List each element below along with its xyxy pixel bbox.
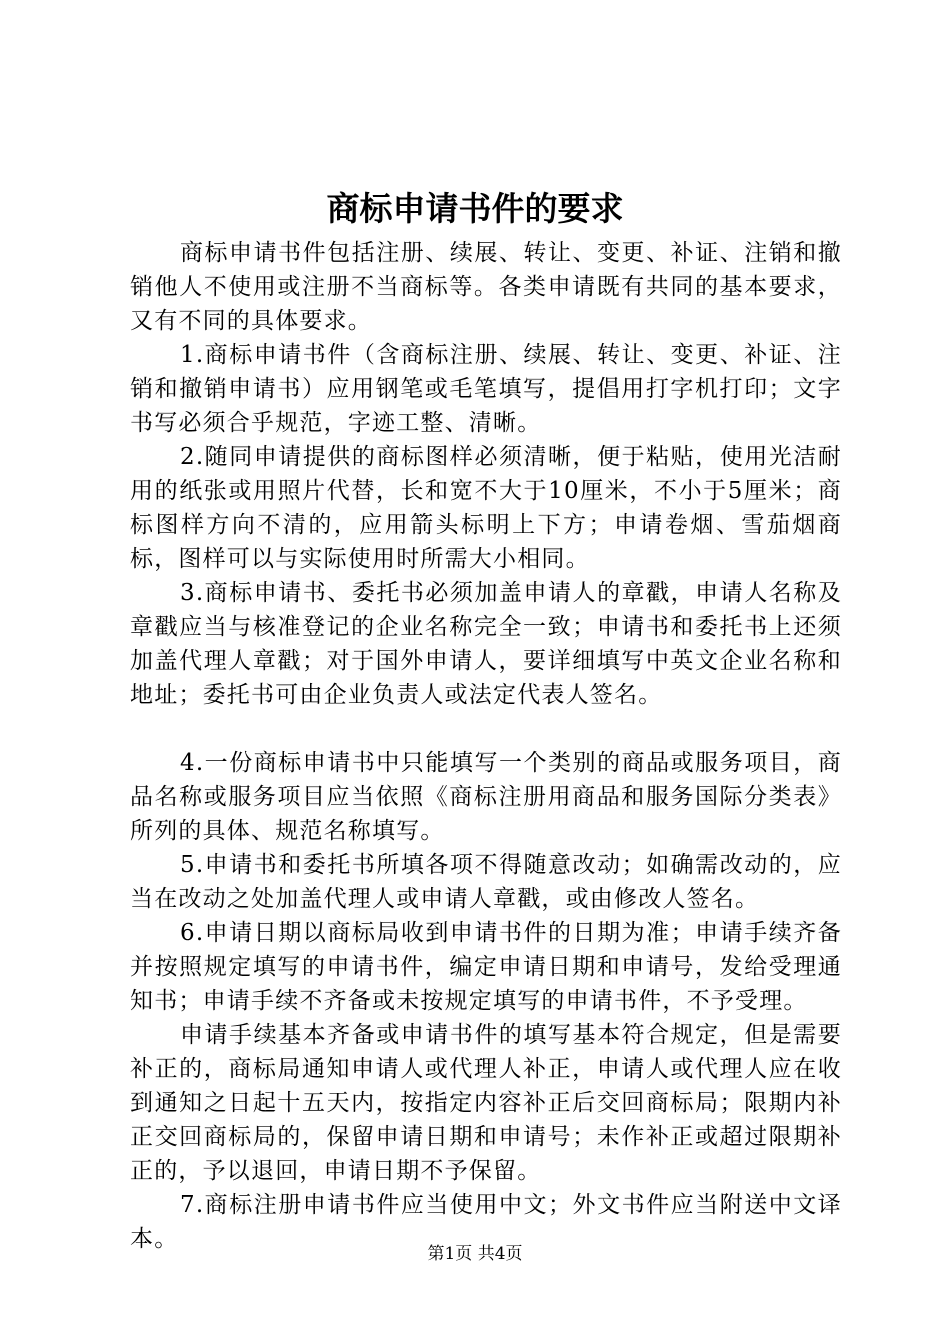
document-title: 商标申请书件的要求 <box>326 189 624 228</box>
paragraph-item-1: 1.商标申请书件（含商标注册、续展、转让、变更、补证、注销和撤销申请书）应用钢笔或毛笔填写，提倡用打字机打印；文字书写必须合乎规范，字迹工整、清晰。 <box>130 342 842 436</box>
paragraph-item-2: 2.随同申请提供的商标图样必须清晰，便于粘贴，使用光洁耐用的纸张或用照片代替，长和宽不大于10厘米，不小于5厘米；商标图样方向不清的，应用箭头标明上下方；申请卷烟、雪茄烟商标，图样可以与实际使用时所需大小相同。 <box>130 444 842 572</box>
document-body <box>130 236 842 1256</box>
paragraph-item-3: 3.商标申请书、委托书必须加盖申请人的章戳，申请人名称及章戳应当与核准登记的企业名称完全一致；申请书和委托书上还须加盖代理人章戳；对于国外申请人，要详细填写中英文企业名称和地址；委托书可由企业负责人或法定代表人签名。 <box>130 580 842 708</box>
paragraph-item-4: 4.一份商标申请书中只能填写一个类别的商品或服务项目，商品名称或服务项目应当依照《商标注册用商品和服务国际分类表》所列的具体、规范名称填写。 <box>130 750 842 844</box>
paragraph-item-6-continued: 申请手续基本齐备或申请书件的填写基本符合规定，但是需要补正的，商标局通知申请人或代理人补正，申请人或代理人应在收到通知之日起十五天内，按指定内容补正后交回商标局；限期内补正交回商标局的，保留申请日期和申请号；未作补正或超过限期补正的，予以退回，申请日期不予保留。 <box>130 1022 842 1184</box>
paragraph-item-6: 6.申请日期以商标局收到申请书件的日期为准；申请手续齐备并按照规定填写的申请书件，编定申请日期和申请号，发给受理通知书；申请手续不齐备或未按规定填写的申请书件，不予受理。 <box>130 920 842 1014</box>
page-number-footer: 第1页 共4页 <box>427 1244 523 1264</box>
paragraph-item-5: 5.申请书和委托书所填各项不得随意改动；如确需改动的，应当在改动之处加盖代理人或申请人章戳，或由修改人签名。 <box>130 852 842 912</box>
paragraph-intro: 商标申请书件包括注册、续展、转让、变更、补证、注销和撤销他人不使用或注册不当商标等。各类申请既有共同的基本要求，又有不同的具体要求。 <box>130 240 842 334</box>
paragraph-item-7: 7.商标注册申请书件应当使用中文；外文书件应当附送中文译本。 <box>130 1192 842 1252</box>
